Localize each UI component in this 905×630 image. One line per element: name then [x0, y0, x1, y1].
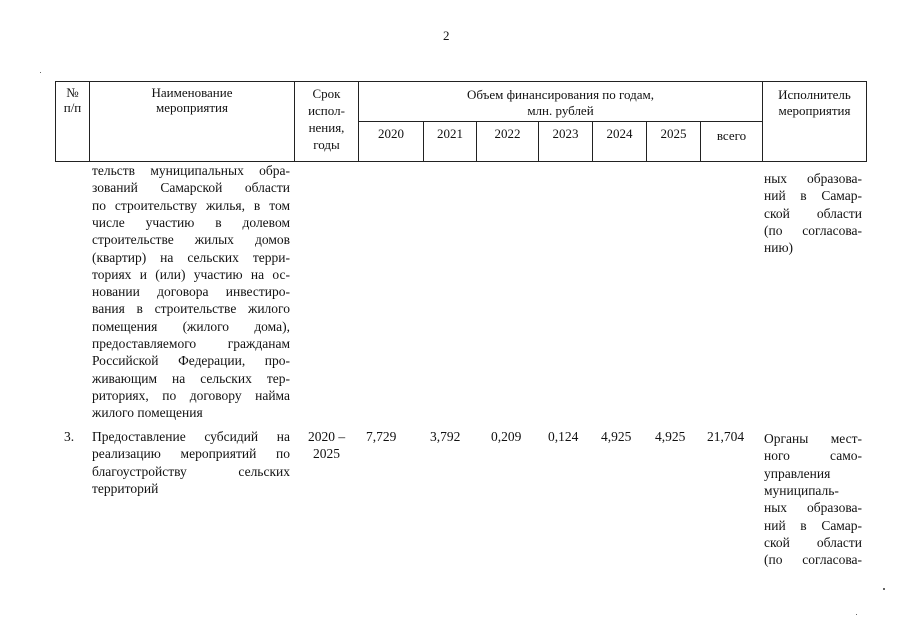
- value-2023: 0,124: [548, 429, 579, 444]
- continued-name-line: вания в строительстве жилого: [92, 301, 290, 316]
- value-2024: 4,925: [601, 429, 632, 444]
- row-executor-line: муниципаль-: [764, 483, 839, 498]
- value-2020: 7,729: [366, 429, 397, 444]
- header-col-name: Наименование мероприятия: [151, 85, 233, 115]
- continued-name-line: риториях, по договору найма: [92, 388, 290, 403]
- header-total: всего: [716, 128, 747, 143]
- row-name-line: Предоставление субсидий на: [92, 429, 290, 444]
- years-top-border: [358, 121, 762, 122]
- row-executor-line: ного само-: [764, 448, 862, 463]
- continued-name-line: тельств муниципальных обра-: [92, 163, 290, 178]
- continued-name-line: зований Самарской области: [92, 180, 290, 195]
- continued-name-line: числе участию в долевом: [92, 215, 290, 230]
- row-executor-line: ской области: [764, 535, 862, 550]
- value-2021: 3,792: [430, 429, 461, 444]
- continued-name-line: предоставляемого гражданам: [92, 336, 290, 351]
- continued-name-line: помещения (жилого дома),: [92, 319, 290, 334]
- header-year-2021: 2021: [437, 126, 463, 141]
- scan-speck: [856, 614, 857, 615]
- scan-speck: [883, 588, 885, 590]
- continued-name-line: живающим на сельских тер-: [92, 371, 290, 386]
- row-executor-line: (по согласова-: [764, 552, 862, 567]
- header-top-border: [55, 81, 867, 82]
- header-year-2025: 2025: [660, 126, 687, 141]
- continued-executor-line: ний в Самар-: [764, 188, 862, 203]
- row-executor-line: ных образова-: [764, 500, 862, 515]
- continued-name-line: ториях и (или) участию на ос-: [92, 267, 290, 282]
- continued-name-line: строительстве жилых домов: [92, 232, 290, 247]
- value-total: 21,704: [707, 429, 745, 444]
- continued-executor-line: (по согласова-: [764, 223, 862, 238]
- continued-name-line: жилого помещения: [92, 405, 203, 420]
- continued-executor-line: ской области: [764, 206, 862, 221]
- row-name-line: благоустройству сельских: [92, 464, 290, 479]
- row-executor-line: Органы мест-: [764, 431, 862, 446]
- header-col-term: Срок испол- нения, годы: [308, 86, 345, 152]
- header-col-num: № п/п: [63, 85, 82, 115]
- page-number: 2: [443, 28, 450, 43]
- row-number: 3.: [64, 429, 75, 444]
- row-name-line: территорий: [92, 481, 159, 496]
- header-col-executor: Исполнитель мероприятия: [778, 87, 851, 118]
- row-term-line: 2020 –: [307, 429, 346, 444]
- header-year-2022: 2022: [494, 126, 521, 141]
- value-2022: 0,209: [491, 429, 522, 444]
- row-executor-line: управления: [764, 466, 831, 481]
- header-col-funding: Объем финансирования по годам, млн. рублей: [466, 87, 655, 118]
- row-executor-line: ний в Самар-: [764, 518, 862, 533]
- continued-name-line: новании договора инвестиро-: [92, 284, 290, 299]
- continued-executor-line: нию): [764, 240, 794, 255]
- continued-name-line: (квартир) на сельских терри-: [92, 250, 290, 265]
- continued-name-line: по строительству жилья, в том: [92, 198, 290, 213]
- header-year-2023: 2023: [552, 126, 579, 141]
- value-2025: 4,925: [655, 429, 686, 444]
- header-year-2020: 2020: [378, 126, 404, 141]
- header-year-2024: 2024: [606, 126, 633, 141]
- row-term-line: 2025: [313, 446, 340, 461]
- row-name-line: реализацию мероприятий по: [92, 446, 290, 461]
- col-border-11: [866, 81, 867, 162]
- continued-executor-line: ных образова-: [764, 171, 862, 186]
- scan-speck: [40, 72, 41, 73]
- continued-name-line: Российской Федерации, про-: [92, 353, 290, 368]
